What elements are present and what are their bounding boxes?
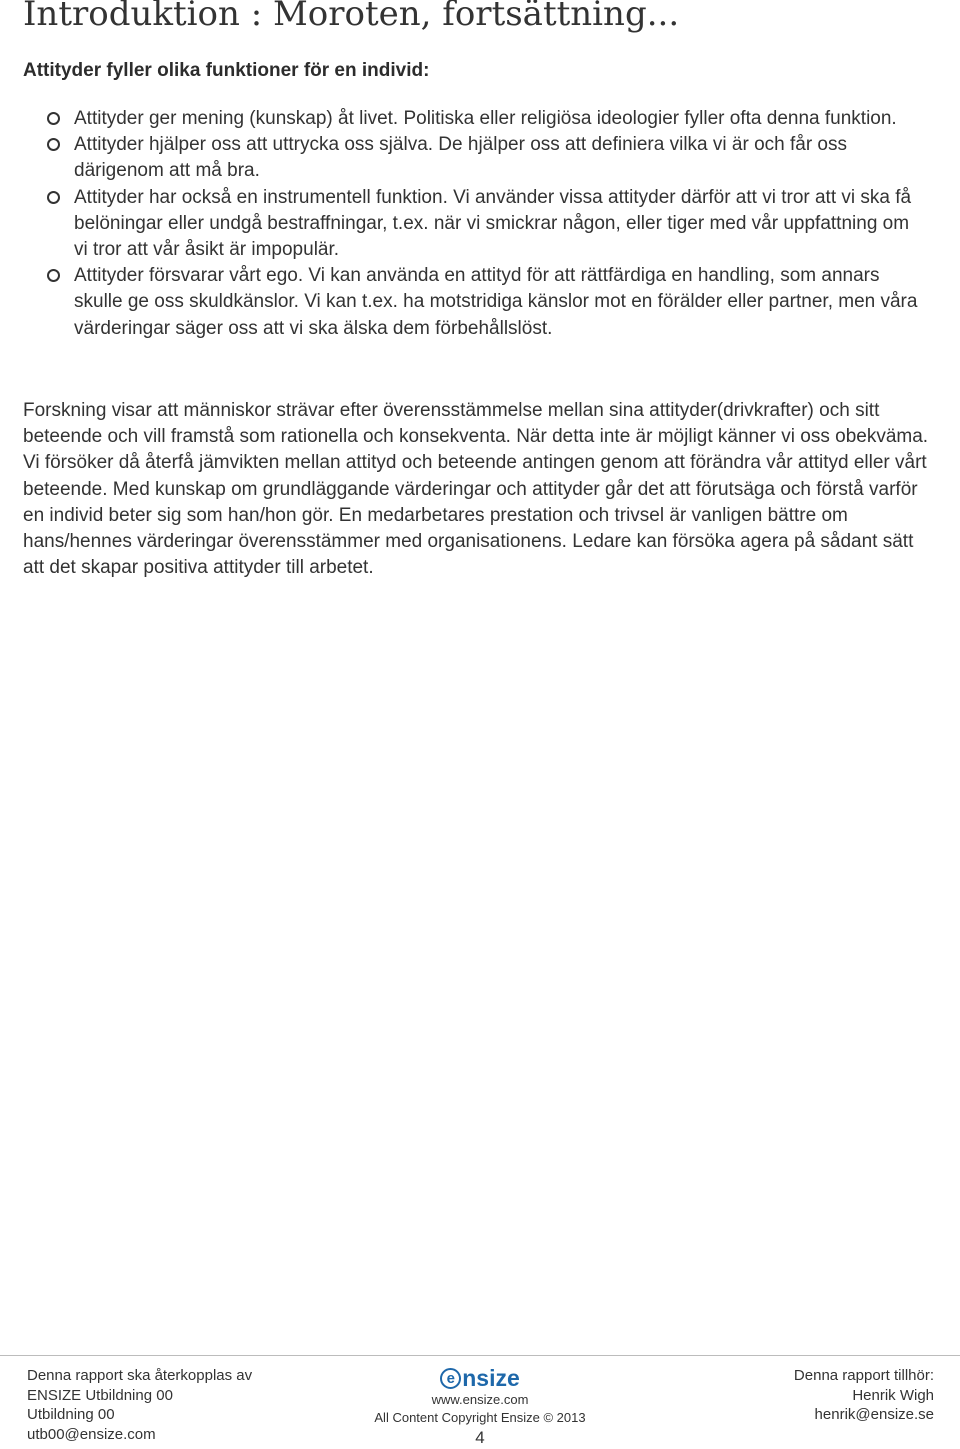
logo-text: nsize bbox=[462, 1364, 520, 1391]
footer-center bbox=[360, 1366, 600, 1449]
copyright-text: All Content Copyright Ensize © 2013 bbox=[374, 1410, 586, 1425]
circle-bullet-icon bbox=[47, 138, 60, 151]
footer-divider bbox=[0, 1355, 960, 1356]
list-item bbox=[47, 263, 927, 342]
circle-bullet-icon bbox=[47, 112, 60, 125]
list-item-text: Attityder försvarar vårt ego. Vi kan använda en attityd för att rättfärdiga en handling, som annars skulle ge oss skuldkänslor. Vi kan t.ex. ha motstridiga känslor mot en förälder eller partner, men våra värderingar säger oss att vi ska älska dem förbehållslöst. bbox=[74, 265, 918, 339]
ensize-logo bbox=[440, 1366, 520, 1390]
list-item-text: Attityder har också en instrumentell funktion. Vi använder vissa attityder därför att vi tror att vi ska få belöningar eller undgå bestraffningar, t.ex. när vi smickrar någon, eller tiger med vår uppfattning om vi tror att vår åsikt är impopulär. bbox=[74, 186, 912, 261]
contact-email: utb00@ensize.com bbox=[27, 1425, 156, 1443]
list-item-text: Attityder ger mening (kunskap) åt livet. Politiska eller religiösa ideologier fyller ofta denna funktion. bbox=[74, 108, 897, 129]
page-number: 4 bbox=[475, 1428, 485, 1447]
circle-bullet-icon bbox=[47, 269, 60, 282]
body-paragraph: Forskning visar att människor strävar efter överensstämmelse mellan sina attityder(drivkrafter) och sitt beteende och vill framstå som rationella och konsekventa. När detta inte är möjligt känner vi oss obekväma. Vi försöker då återfå jämvikten mellan attityd och beteende antingen genom att förändra vår attityd eller vårt beteende. Med kunskap om grundläggande värderingar och attityder går det att förutsäga och förstå varför en individ beter sig som han/hon gör. En medarbetares prestation och trivsel är vanligen bättre om hans/hennes värderingar överensstämmer med organisationens. Ledare kan försöka agera på sådant sätt att det skapar positiva attityder till arbetet. bbox=[23, 400, 929, 579]
company-name: ENSIZE Utbildning 00 bbox=[27, 1386, 173, 1404]
logo-e-icon: e bbox=[440, 1368, 461, 1389]
circle-bullet-icon bbox=[47, 191, 60, 204]
footer-left bbox=[27, 1366, 252, 1444]
owner-label: Denna rapport tillhör: bbox=[793, 1367, 934, 1384]
list-item bbox=[47, 106, 927, 132]
list-item bbox=[47, 132, 927, 184]
course-name: Utbildning 00 bbox=[27, 1406, 115, 1423]
section-subtitle: Attityder fyller olika funktioner för en individ: bbox=[23, 60, 430, 81]
bullet-list bbox=[47, 106, 927, 342]
list-item-text: Attityder hjälper oss att uttrycka oss själva. De hjälper oss att definiera vilka vi är och får oss därigenom att må bra. bbox=[74, 134, 847, 182]
footer-right bbox=[794, 1366, 934, 1425]
list-item bbox=[47, 185, 927, 264]
website-link[interactable]: www.ensize.com bbox=[431, 1392, 529, 1407]
owner-name: Henrik Wigh bbox=[852, 1386, 934, 1404]
owner-email[interactable]: henrik@ensize.se bbox=[814, 1406, 934, 1423]
report-return-label: Denna rapport ska återkopplas av bbox=[27, 1367, 253, 1384]
page-title: Introduktion : Moroten, fortsättning... bbox=[23, 0, 680, 34]
